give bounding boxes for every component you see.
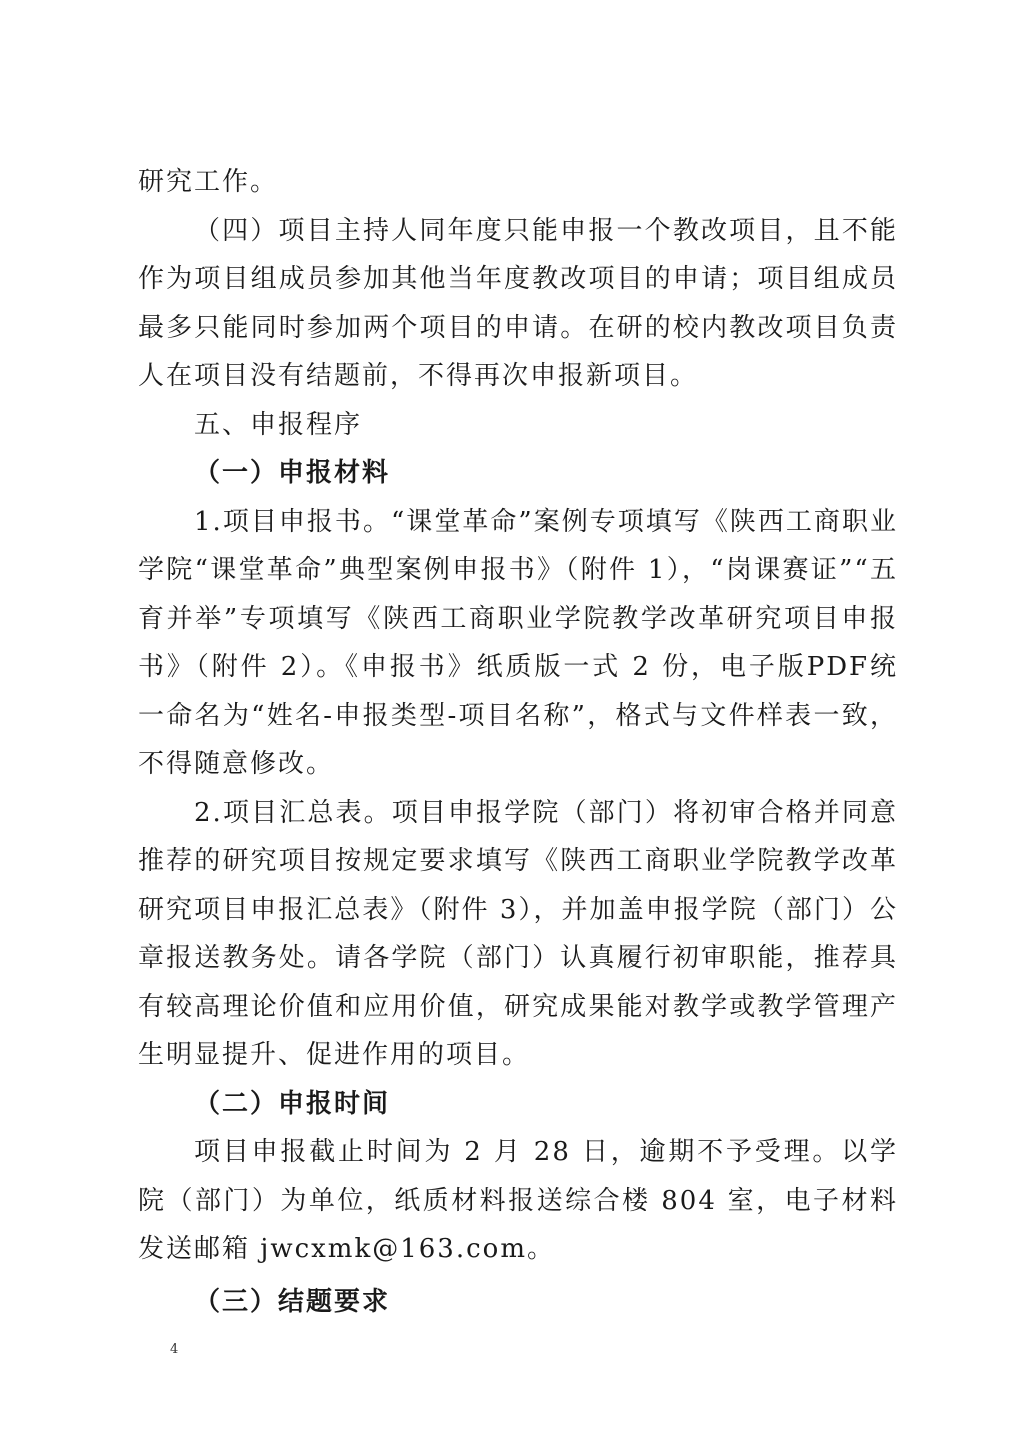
paragraph-deadline: 项目申报截止时间为 2 月 28 日，逾期不予受理。以学院（部门）为单位，纸质材料报送综合楼 804 室，电子材料发送邮箱 jwcxmk@163.com。 — [138, 1137, 898, 1264]
paragraph-item-four: （四）项目主持人同年度只能申报一个教改项目，且不能作为项目组成员参加其他当年度教改项目的申请；项目组成员最多只能同时参加两个项目的申请。在研的校内教改项目负责人在项目没有结题前，不得再次申报新项目。 — [138, 215, 898, 391]
paragraph-continuation: 研究工作。 — [138, 167, 279, 197]
paragraph-application-form: 1.项目申报书。“课堂革命”案例专项填写《陕西工商职业学院“课堂革命”典型案例申报书》（附件 1），“岗课赛证”“五育并举”专项填写《陕西工商职业学院教学改革研究项目申报书》（附件 2）。《申报书》纸质版一式 2 份，电子版PDF统一命名为“姓名-申报类型-项目名称”，格式与文件样表一致，不得随意修改。 — [138, 506, 898, 779]
subsection-one-heading: （一）申报材料 — [194, 458, 391, 488]
paragraph-summary-table: 2.项目汇总表。项目申报学院（部门）将初审合格并同意推荐的研究项目按规定要求填写《陕西工商职业学院教学改革研究项目申报汇总表》（附件 3），并加盖申报学院（部门）公章报送教务处。请各学院（部门）认真履行初审职能，推荐具有较高理论价值和应用价值，研究成果能对教学或教学管理产生明显提升、促进作用的项目。 — [138, 797, 898, 1070]
subsection-two-heading: （二）申报时间 — [194, 1088, 391, 1119]
document-body — [138, 158, 898, 1326]
subsection-three-heading: （三）结题要求 — [194, 1286, 391, 1317]
page-number: 4 — [170, 1342, 179, 1357]
section-five-heading: 五、申报程序 — [194, 409, 363, 440]
